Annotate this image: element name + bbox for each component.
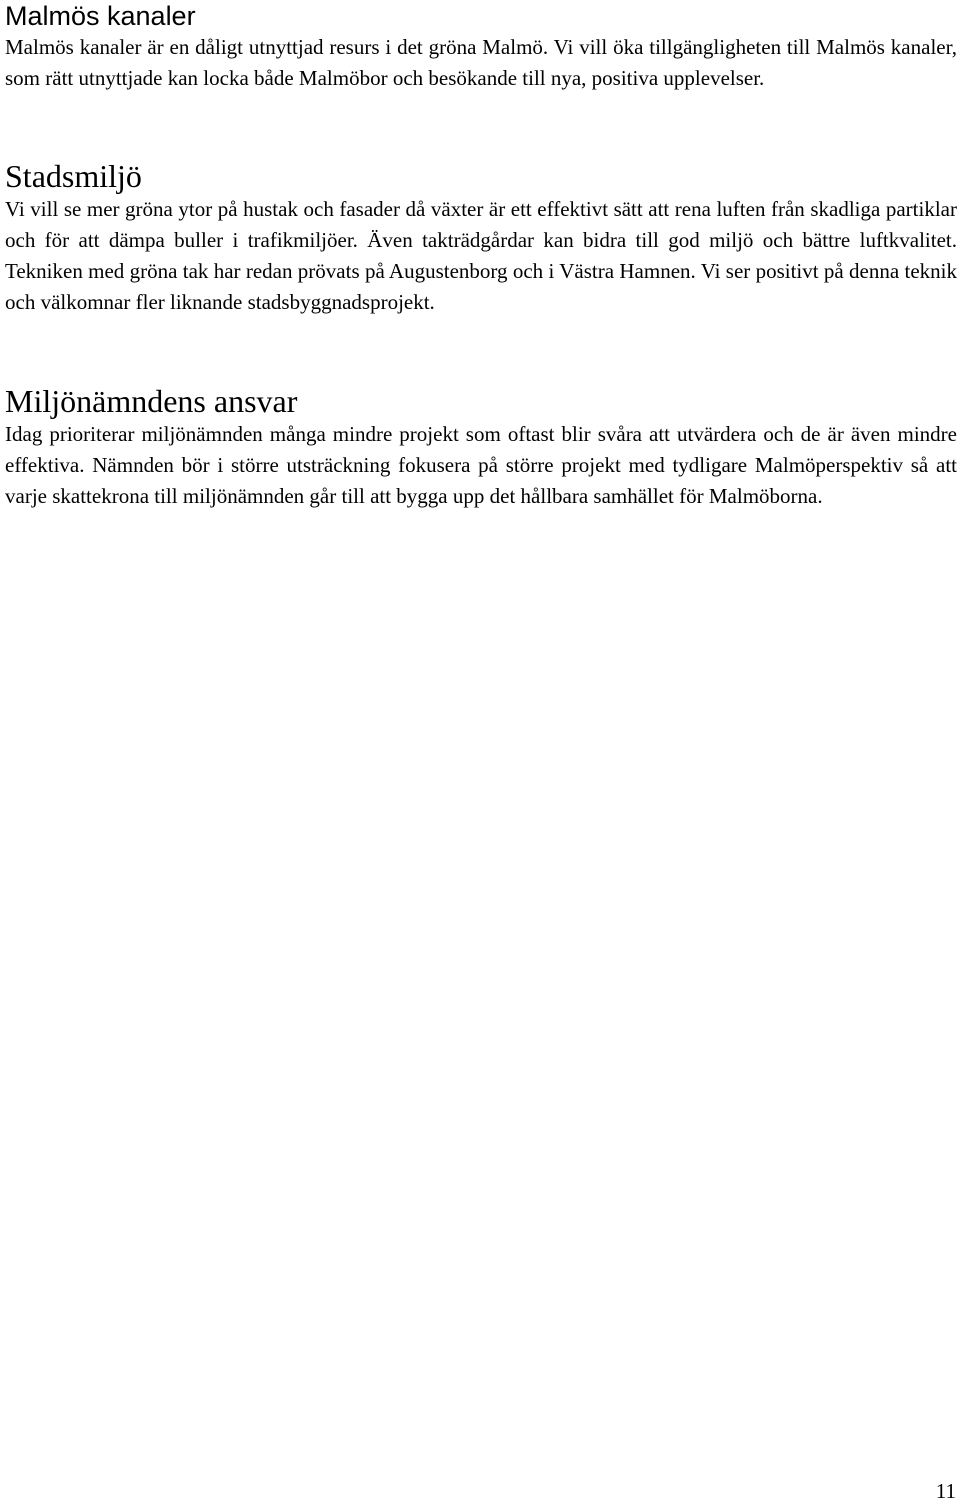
section-malmos-kanaler xyxy=(5,0,957,94)
section-heading: Miljönämndens ansvar xyxy=(5,383,298,419)
section-paragraph: Idag prioriterar miljönämnden många mindre projekt som oftast blir svåra att utvärdera och de är även mindre effektiva. Nämnden bör i större utsträckning fokusera på större projekt med tydligare Malmöperspektiv så att varje skattekrona till miljönämnden går till att bygga upp det hållbara samhället för Malmöborna. xyxy=(5,422,957,508)
section-heading: Malmös kanaler xyxy=(5,1,196,31)
page-number: 11 xyxy=(935,1479,956,1503)
section-paragraph: Vi vill se mer gröna ytor på hustak och fasader då växter är ett effektivt sätt att rena luften från skadliga partiklar och för att dämpa buller i trafikmiljöer. Även takträdgårdar kan bidra till god miljö och bättre luftkvalitet. Tekniken med gröna tak har redan prövats på Augustenborg och i Västra Hamnen. Vi ser positivt på denna teknik och välkomnar fler liknande stadsbyggnadsprojekt. xyxy=(5,197,957,314)
section-heading: Stadsmiljö xyxy=(5,158,142,194)
section-paragraph: Malmös kanaler är en dåligt utnyttjad resurs i det gröna Malmö. Vi vill öka tillgängligheten till Malmös kanaler, som rätt utnyttjade kan locka både Malmöbor och besökande till nya, positiva upplevelser. xyxy=(5,35,957,90)
section-stadsmiljo xyxy=(5,158,957,318)
section-miljonamndens-ansvar xyxy=(5,383,957,512)
